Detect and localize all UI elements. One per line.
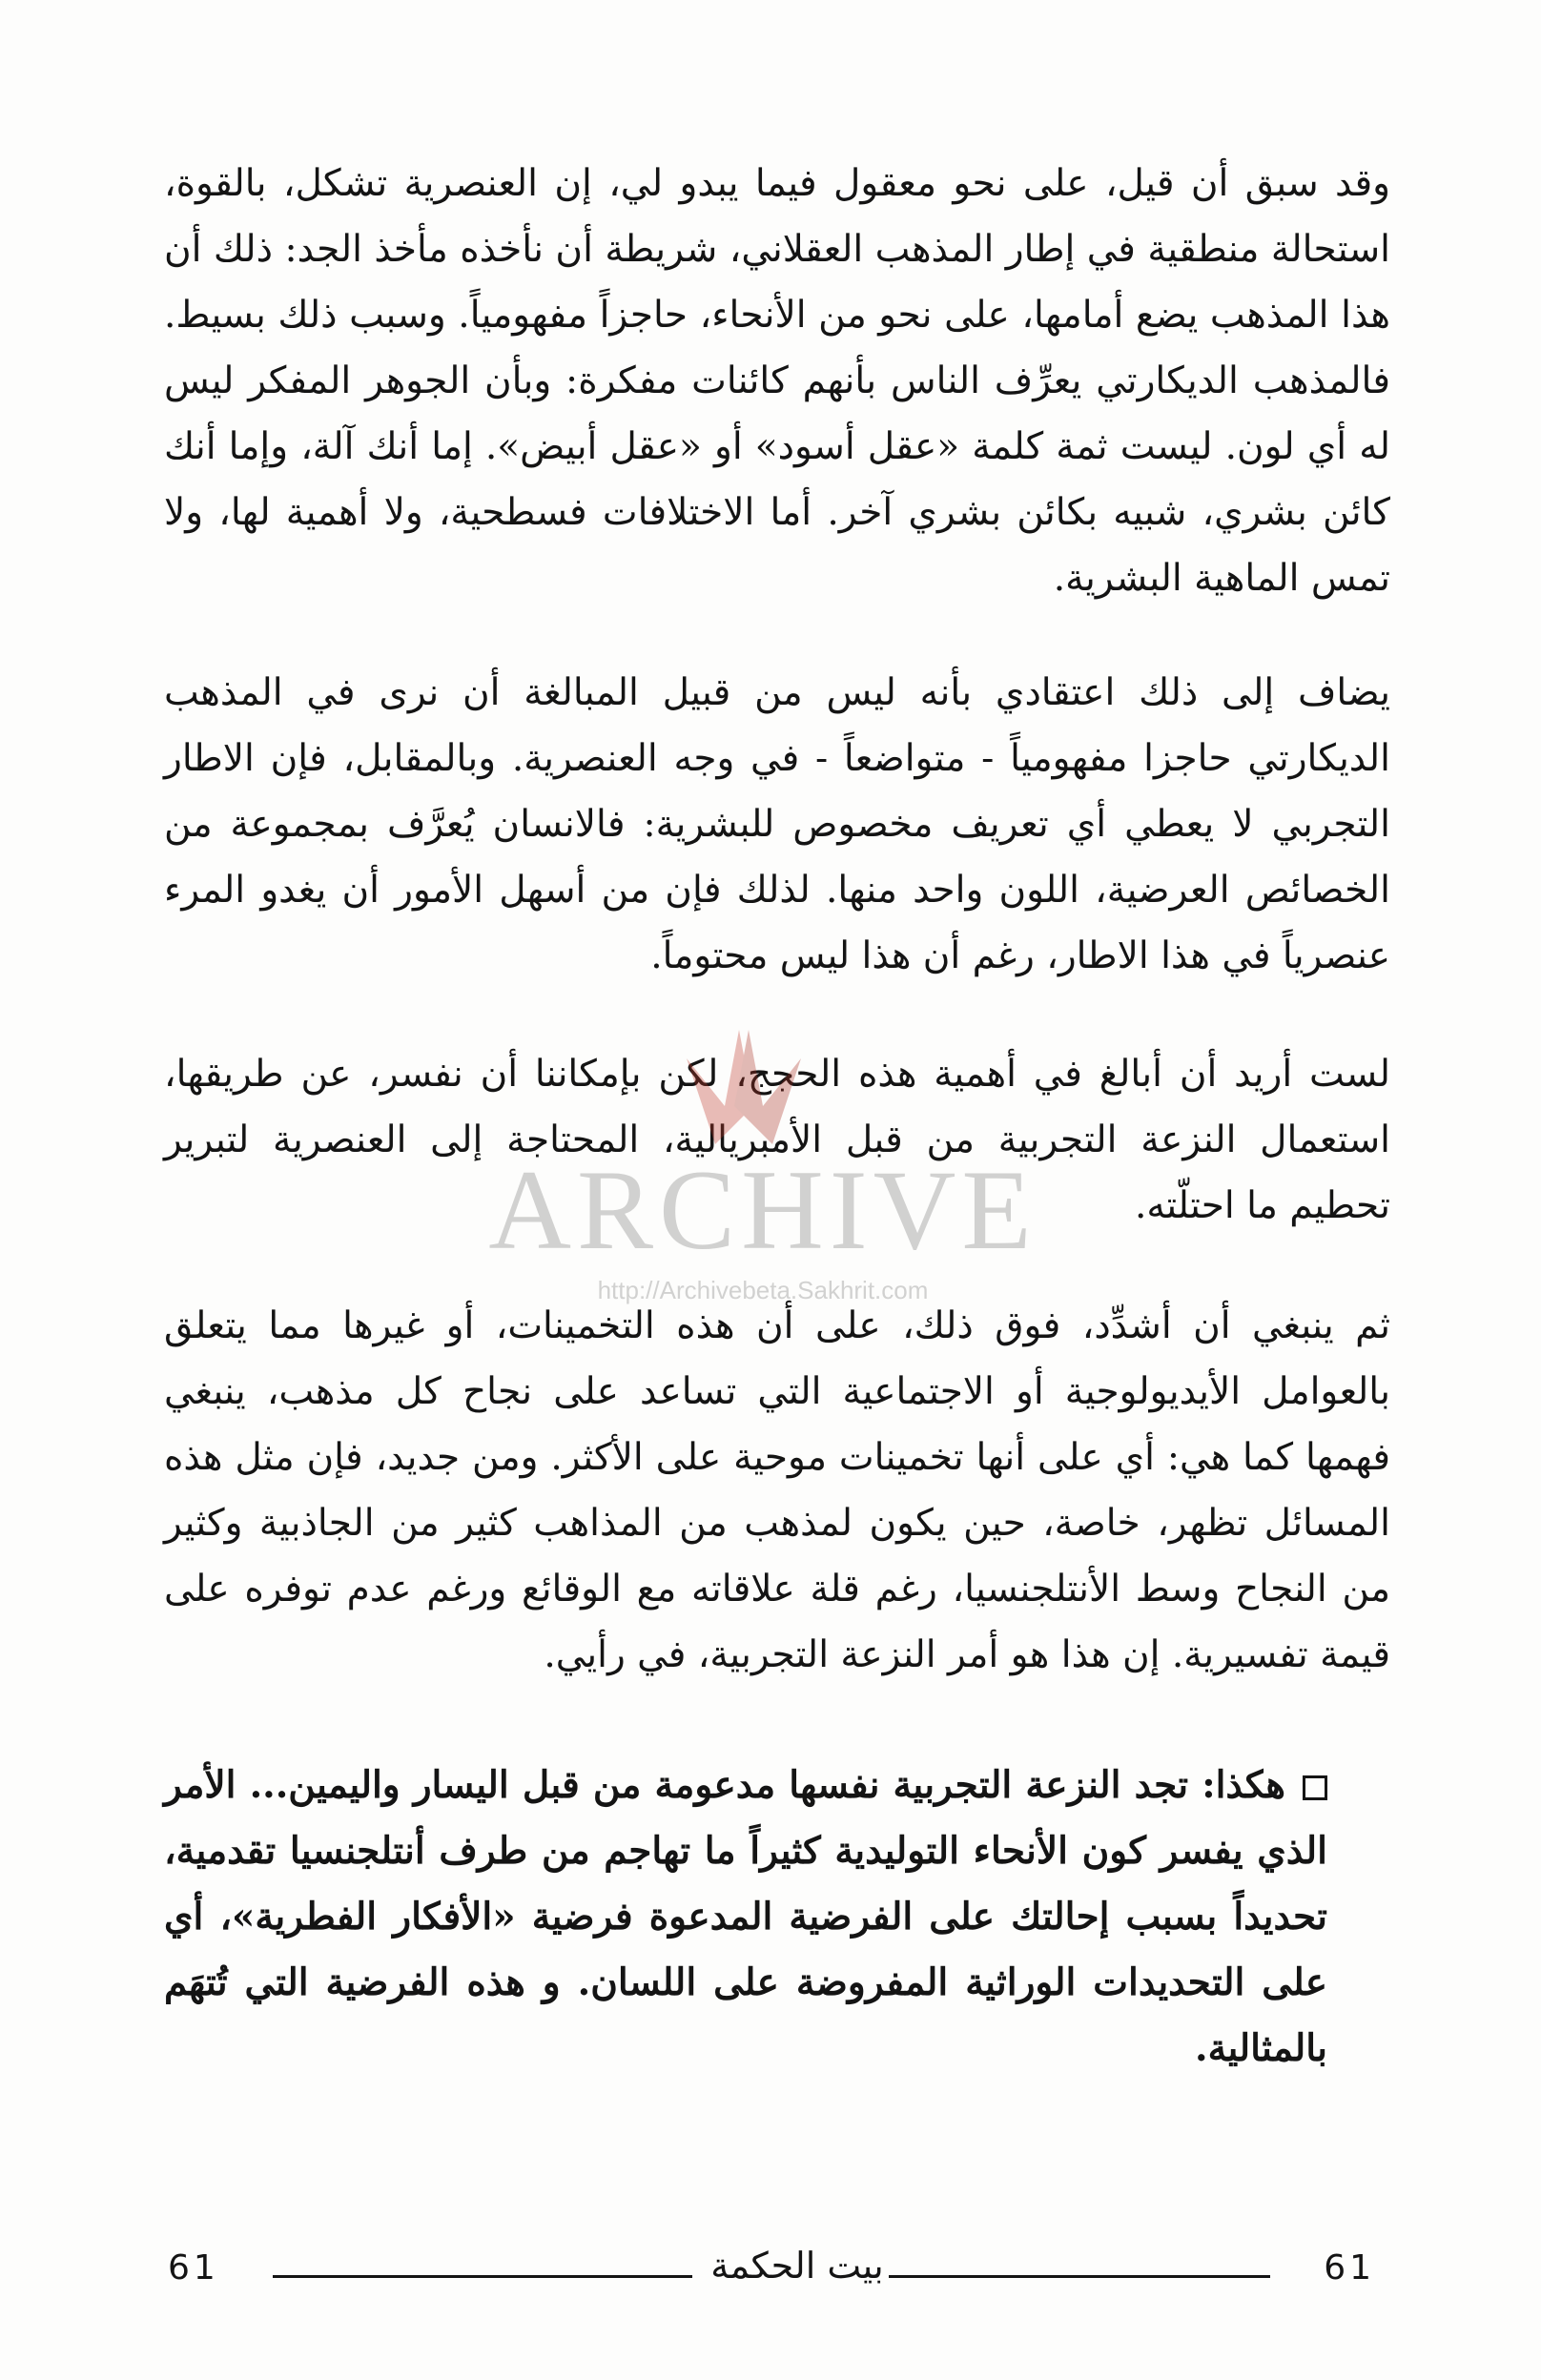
question-paragraph: [164, 1753, 1327, 2082]
paragraph-text: يضاف إلى ذلك اعتقادي بأنه ليس من قبيل المبالغة أن نرى في المذهب الديكارتي حاجزا مفهومياً - متواضعاً - في وجه العنصرية. وبالمقابل، فإن الاطار التجربي لا يعطي أي تعريف مخصوص للبشرية: فالانسان يُعرَّف بمجموعة من الخصائص العرضية، اللون واحد منها. لذلك فإن من أسهل الأمور أن يغدو المرء عنصرياً في هذا الاطار، رغم أن هذا ليس محتوماً.: [164, 671, 1390, 977]
paragraph-1: [164, 151, 1390, 611]
journal-name: بيت الحكمة: [710, 2245, 884, 2287]
paragraph-text: وقد سبق أن قيل، على نحو معقول فيما يبدو لي، إن العنصرية تشكل، بالقوة، استحالة منطقية في إطار المذهب العقلاني، شريطة أن نأخذه مأخذ الجد: ذلك أن هذا المذهب يضع أمامها، على نحو من الأنحاء، حاجزاً مفهومياً. وسبب ذلك بسيط. فالمذهب الديكارتي يعرِّف الناس بأنهم كائنات مفكرة: وبأن الجوهر المفكر ليس له أي لون. ليست ثمة كلمة «عقل أسود» أو «عقل أبيض». إما أنك آلة، وإما أنك كائن بشري، شبيه بكائن بشري آخر. أما الاختلافات فسطحية، ولا أهمية لها، ولا تمس الماهية البشرية.: [164, 162, 1390, 600]
footer-rule-right: [889, 2275, 1270, 2278]
watermark-word: ARCHIVE: [488, 1146, 1038, 1273]
footer-rule-left: [273, 2275, 692, 2278]
page-footer: [168, 2245, 1375, 2296]
square-bullet-icon: [1303, 1775, 1327, 1800]
question-text: [164, 1753, 1327, 2082]
paragraph-2: [164, 660, 1390, 989]
page-number-left: 61: [168, 2248, 219, 2288]
paragraph-text: ثم ينبغي أن أشدِّد، فوق ذلك، على أن هذه التخمينات، أو غيرها مما يتعلق بالعوامل الأيديولوجية أو الاجتماعية التي تساعد على نجاح كل مذهب، ينبغي فهمها كما هي: أي على أنها تخمينات موحية على الأكثر. ومن جديد، فإن مثل هذه المسائل تظهر، خاصة، حين يكون لمذهب من المذاهب كثير من الجاذبية وكثير من النجاح وسط الأنتلجنسيا، رغم قلة علاقاته مع الوقائع ورغم عدم توفره على قيمة تفسيرية. إن هذا هو أمر النزعة التجربية، في رأيي.: [164, 1304, 1390, 1676]
question-body: هكذا: تجد النزعة التجربية نفسها مدعومة من قبل اليسار واليمين... الأمر الذي يفسر كون الأنحاء التوليدية كثيراً ما تهاجم من طرف أنتلجنسيا تقدمية، تحديداً بسبب إحالتك على الفرضية المدعوة فرضية «الأفكار الفطرية»، أي على التحديدات الوراثية المفروضة على اللسان. و هذه الفرضية التي تُتهَم بالمثالية.: [164, 1763, 1327, 2070]
watermark-url: http://Archivebeta.Sakhrit.com: [597, 1276, 929, 1304]
paragraph-text: لست أريد أن أبالغ في أهمية هذه الحجج، لكن بإمكاننا أن نفسر، عن طريقها، استعمال النزعة التجربية من قبل الأمبريالية، المحتاجة إلى العنصرية لتبرير تحطيم ما احتلّته.: [164, 1053, 1390, 1227]
page-number-right: 61: [1324, 2248, 1375, 2288]
paragraph-4: [164, 1293, 1390, 1688]
paragraph-3: [164, 1041, 1390, 1239]
